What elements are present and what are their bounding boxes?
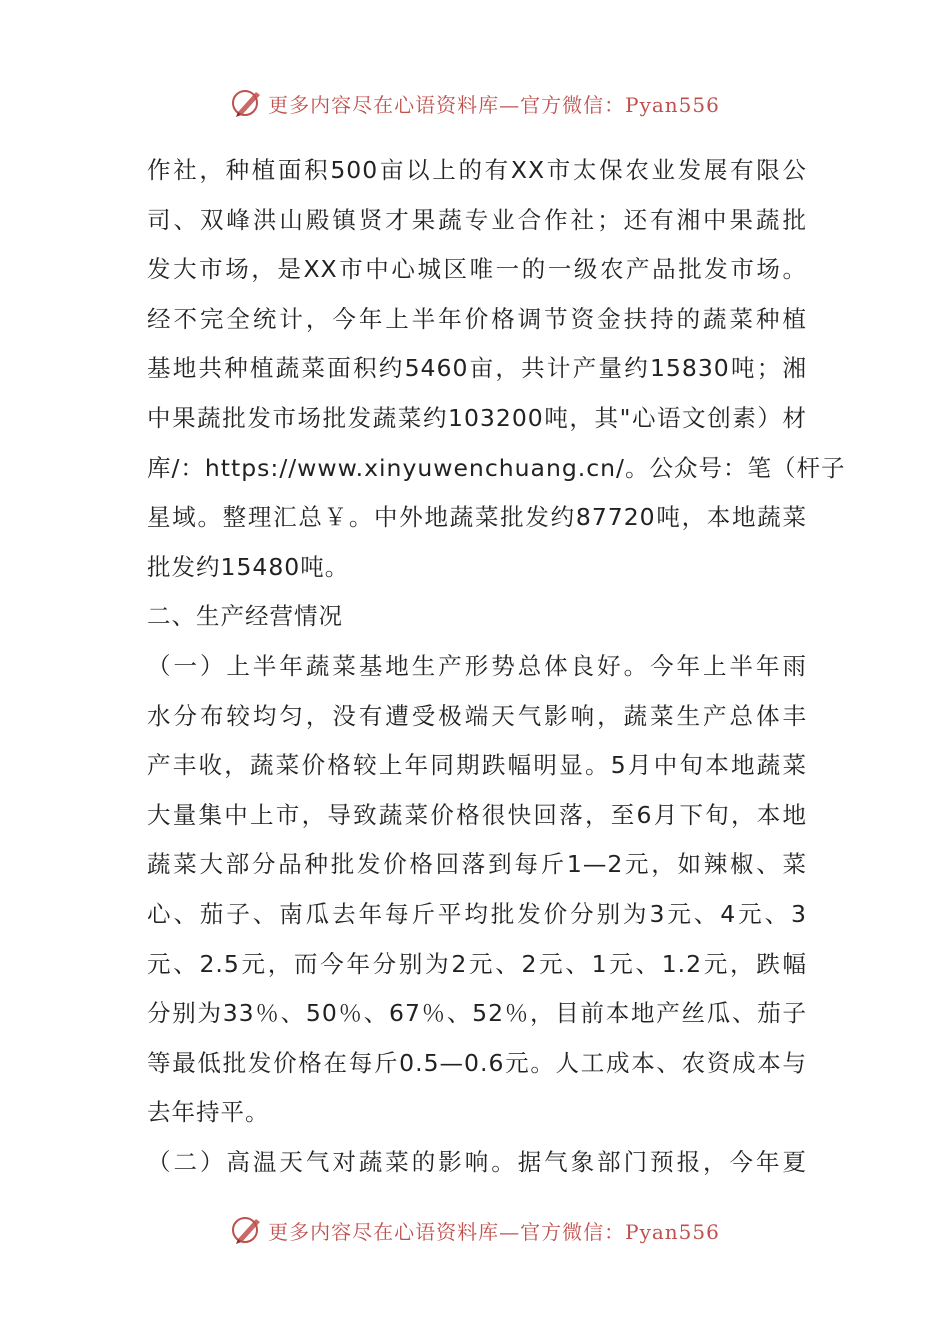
header-banner	[0, 83, 950, 123]
body-line: （二）高温天气对蔬菜的影响。据气象部门预报，今年夏	[147, 1147, 807, 1176]
body-line: 作社，种植面积500亩以上的有XX市太保农业发展有限公	[147, 156, 807, 184]
footer-banner-text: 更多内容尽在心语资料库—官方微信：Pyan556	[268, 1219, 720, 1244]
body-line: 司、双峰洪山殿镇贤才果蔬专业合作社；还有湘中果蔬批	[147, 205, 807, 234]
footer-banner	[0, 1210, 950, 1250]
body-line: 大量集中上市，导致蔬菜价格很快回落，至6月下旬，本地	[147, 800, 807, 829]
body-line: 去年持平。	[147, 1098, 270, 1127]
pen-logo-icon	[230, 1213, 264, 1247]
body-line: 产丰收，蔬菜价格较上年同期跌幅明显。5月中旬本地蔬菜	[147, 751, 807, 780]
body-line: 水分布较均匀，没有遭受极端天气影响，蔬菜生产总体丰	[147, 701, 807, 730]
body-line: 心、茄子、南瓜去年每斤平均批发价分别为3元、4元、3	[147, 899, 807, 928]
body-line: 发大市场，是XX市中心城区唯一的一级农产品批发市场。	[147, 255, 807, 284]
body-line: 库/：https://www.xinyuwenchuang.cn/。公众号：笔（杆子	[147, 453, 846, 482]
body-line: 等最低批发价格在每斤0.5—0.6元。人工成本、农资成本与	[147, 1048, 807, 1077]
body-line: 批发约15480吨。	[147, 552, 350, 581]
pen-logo-icon	[230, 86, 264, 120]
body-line: 基地共种植蔬菜面积约5460亩，共计产量约15830吨；湘	[147, 354, 807, 383]
body-line: 中果蔬批发市场批发蔬菜约103200吨，其"心语文创素）材	[147, 403, 807, 432]
document-body	[147, 146, 846, 1187]
header-banner-text: 更多内容尽在心语资料库—官方微信：Pyan556	[268, 92, 720, 117]
body-line: 经不完全统计，今年上半年价格调节资金扶持的蔬菜种植	[147, 304, 807, 333]
body-line: 蔬菜大部分品种批发价格回落到每斤1—2元，如辣椒、菜	[147, 850, 807, 879]
body-line: 分别为33％、50％、67％、52％，目前本地产丝瓜、茄子	[147, 999, 807, 1028]
section-heading: 二、生产经营情况	[147, 602, 343, 631]
body-line: （一）上半年蔬菜基地生产形势总体良好。今年上半年雨	[147, 651, 807, 680]
body-line: 星域。整理汇总￥。中外地蔬菜批发约87720吨，本地蔬菜	[147, 503, 807, 532]
body-line: 元、2.5元，而今年分别为2元、2元、1元、1.2元，跌幅	[147, 949, 807, 978]
